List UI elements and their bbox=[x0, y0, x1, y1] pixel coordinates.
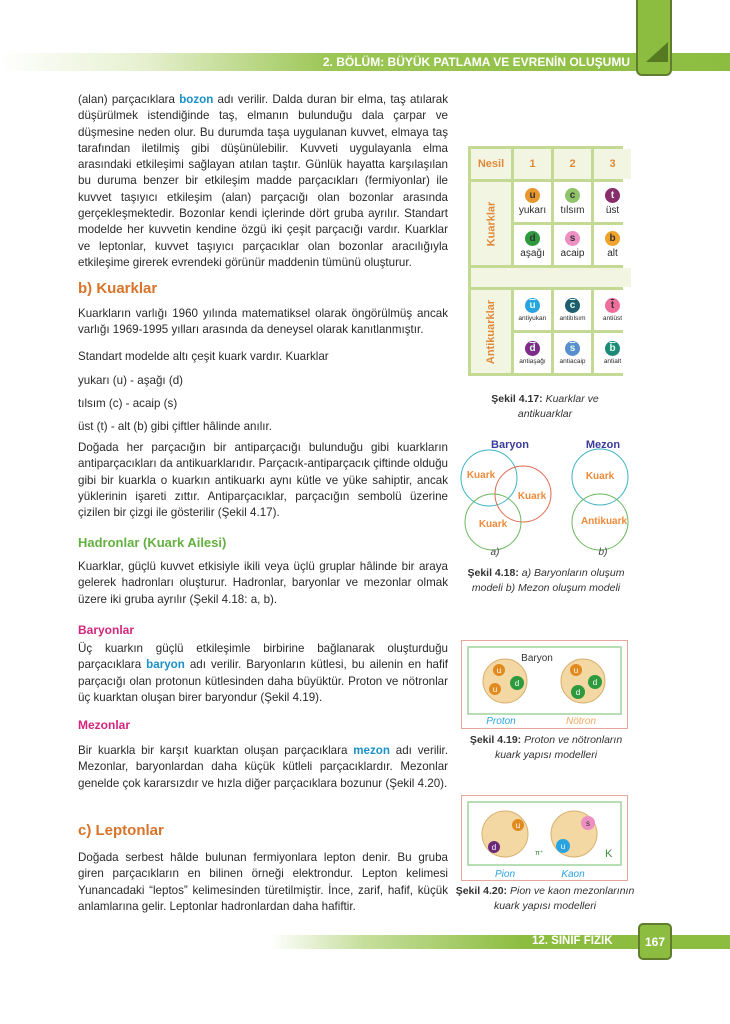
antiquark-name: antiyukarı bbox=[518, 315, 547, 322]
keyword-bozon: bozon bbox=[179, 93, 214, 106]
quark-cell bbox=[554, 182, 591, 222]
antiquark-cell bbox=[594, 290, 631, 330]
quark-cell bbox=[594, 225, 631, 265]
quark-cell bbox=[514, 225, 551, 265]
antiquark-name: antiaşağı bbox=[519, 358, 546, 365]
heading-leptonlar: c) Leptonlar bbox=[78, 822, 164, 839]
quark-d: d bbox=[592, 678, 598, 687]
quark-table bbox=[468, 146, 623, 376]
heading-mezonlar: Mezonlar bbox=[78, 718, 131, 732]
venn-diagrams bbox=[455, 430, 635, 560]
caption-number: Şekil 4.19: bbox=[469, 734, 522, 746]
paragraph-kuark-history: Kuarkların varlığı 1960 yılında matematiksel olarak öngörülmüş ancak varlığı 1969-1995 yılları arasında da deneysel olarak kanıtlanmıştır. bbox=[78, 307, 448, 337]
antiquark-s: s bbox=[586, 819, 590, 828]
caption-fig-4-18 bbox=[460, 566, 632, 596]
label-kuarklar bbox=[471, 182, 511, 265]
antiquark-cell bbox=[594, 333, 631, 373]
header-nesil: Nesil bbox=[471, 149, 511, 179]
header-gen-1: 1 bbox=[514, 149, 551, 179]
caption-text: Kuarklar ve antikuarklar bbox=[517, 393, 599, 420]
label-kuark: Kuark bbox=[517, 491, 547, 502]
label-kuark: Kuark bbox=[466, 470, 496, 481]
quark-u: u bbox=[492, 685, 498, 694]
quark-pair-2: tılsım (c) - acaip (s) bbox=[78, 397, 178, 410]
text: Bir kuarkla bir karşıt kuarktan oluşan parçacıklara bbox=[78, 744, 354, 757]
paragraph-antiquarks: Doğada her parçacığın bir antiparçacığı bulunduğu gibi kuarkların antiparçacıkları da antikuarklarıdır. Parçacık-antiparçacık çiftinde olduğu gibi bir kuarkla o kuarkın antikuarkı aynı kütle ve yüke sahiptir, ancak yüklerinin işareti zıttır. Antiparçacıklar, parçacığın sembolü üzerine çizilen bir çizgi ile gösterilir (Şekil 4.17). bbox=[78, 441, 448, 520]
pion-kaon-diagram bbox=[461, 795, 628, 881]
caption-number: Şekil 4.18: bbox=[467, 567, 519, 579]
quark-d: d bbox=[514, 679, 520, 688]
caption-fig-4-20 bbox=[455, 884, 635, 914]
page-number: 167 bbox=[638, 923, 672, 960]
antiquark-name: antiacaip bbox=[559, 358, 586, 365]
quark-name: tılsım bbox=[560, 205, 585, 216]
text: adı verilir. Mezonlar, baryonlardan daha küçük kütleli parçacıklardır. Mezonlar genelde çok kararsızdır ve hızla diğer parçacıklara bozunur (Şekil 4.20). bbox=[78, 744, 448, 790]
antiquark-d: d bbox=[491, 843, 497, 852]
chapter-title: 2. BÖLÜM: BÜYÜK PATLAMA VE EVRENİN OLUŞUMU bbox=[322, 55, 630, 69]
antiquark-symbol: $\overline{s}$ bbox=[565, 341, 580, 356]
quark-symbol: u bbox=[525, 188, 540, 203]
quark-name: aşağı bbox=[520, 248, 545, 259]
quark-d: d bbox=[575, 688, 581, 697]
label-antikuarklar bbox=[471, 290, 511, 373]
quark-name: yukarı bbox=[518, 205, 547, 216]
quark-u: u bbox=[560, 842, 566, 851]
label-kaon: Kaon bbox=[561, 869, 585, 880]
caption-text: Proton ve nötronların kuark yapısı modelleri bbox=[494, 734, 623, 761]
quark-u: u bbox=[573, 666, 579, 675]
quark-cell bbox=[554, 225, 591, 265]
quark-pair-1: yukarı (u) - aşağı (d) bbox=[78, 374, 184, 387]
paragraph-mezonlar bbox=[78, 743, 448, 792]
keyword-baryon: baryon bbox=[146, 658, 185, 672]
antiquark-cell bbox=[514, 290, 551, 330]
label-kuark: Kuark bbox=[478, 519, 508, 530]
paragraph-hadronlar: Kuarklar, güçlü kuvvet etkisiyle ikili veya üçlü gruplar hâlinde bir araya gelerek hadronları oluşturur. Hadronlar, baryonlar ve mezonlar olmak üzere iki gruba ayrılır (Şekil 4.18: a, b). bbox=[78, 560, 448, 606]
paragraph-leptonlar: Doğada serbest hâlde bulunan fermiyonlara lepton denir. Bu gruba giren parçacıkların en bilinen örneği elektrondur. Lepton kelimesi Yunancadaki “leptos” kelimesinden türetilmiştir. İnce, zarif, hafif, küçük anlamlarına gelir. Leptonlar hadronlardan daha hafiftir. bbox=[78, 851, 448, 913]
label-pi-plus: π⁺ bbox=[535, 850, 544, 857]
text: (alan) parçacıklara bbox=[78, 93, 180, 106]
caption-text: a) Baryonların oluşum modeli b) Mezon oluşum modeli bbox=[471, 567, 625, 594]
antiquark-symbol: $\overline{d}$ bbox=[525, 341, 540, 356]
label-a: a) bbox=[490, 547, 500, 558]
quark-cell bbox=[594, 182, 631, 222]
heading-baryonlar: Baryonlar bbox=[78, 623, 135, 637]
text: adı verilir. Dalda duran bir elma, taş atılarak düşürülmek istendiğinde taş, elmanın bulunduğu dala çarpar ve düşmesine neden olur. Bu durumda taşa uygulanan kuvvet, elmaya taş tarafından iletilmiş gibi düşünülebilir. Kuvveti uygulayanla elma arasındaki etkileşimi sağlayan atılan taştır. Günlük hayatta karşılaşılan bu duruma benzer bir etkileşim madde parçacıkları (fermiyonlar) ile kuvvet taşıyıcı etkileşim (alan) parçacığı olan bozonlar arasında gerçekleşmektedir. Bozonlar kendi içlerinde dört gruba ayrılır. Standart modelde her kuvvetin kendine özgü iki çeşit parçacığı vardır. Kuarklar ve leptonlar, kuvvet taşıyıcı parçacıklar olan bozonlar aracılığıyla etkileşime girerek evrendeki görünür maddenin tümünü oluşturur. bbox=[78, 93, 449, 269]
quark-symbol: t bbox=[605, 188, 620, 203]
label-b: b) bbox=[598, 547, 608, 558]
quark-symbol: c bbox=[565, 188, 580, 203]
quark-u: u bbox=[496, 666, 502, 675]
antiquark-cell bbox=[514, 333, 551, 373]
caption-text: Pion ve kaon mezonlarının kuark yapısı modelleri bbox=[493, 885, 635, 912]
antiquark-cell bbox=[554, 333, 591, 373]
label-kuark: Kuark bbox=[585, 471, 615, 482]
label-antikuark: Antikuark bbox=[580, 516, 628, 527]
spacer-row bbox=[471, 268, 631, 287]
label-notron: Nötron bbox=[565, 716, 597, 727]
caption-fig-4-17 bbox=[470, 392, 620, 422]
keyword-mezon: mezon bbox=[353, 744, 390, 757]
paragraph-bozon bbox=[78, 92, 448, 271]
label-mezon: Mezon bbox=[585, 439, 621, 451]
quark-pair-3: üst (t) - alt (b) gibi çiftler hâlinde anılır. bbox=[78, 420, 272, 433]
antiquark-name: antiüst bbox=[602, 315, 623, 322]
label-k: K bbox=[605, 848, 613, 860]
label-proton: Proton bbox=[486, 716, 516, 727]
heading-hadronlar: Hadronlar (Kuark Ailesi) bbox=[78, 535, 227, 550]
antiquark-cell bbox=[554, 290, 591, 330]
quark-name: acaip bbox=[560, 248, 585, 259]
paragraph-six-quarks: Standart modelde altı çeşit kuark vardır. Kuarklar bbox=[78, 350, 329, 363]
antiquark-symbol: $\overline{u}$ bbox=[525, 298, 540, 313]
proton-neutron-diagram bbox=[461, 640, 628, 729]
heading-kuarklar: b) Kuarklar bbox=[78, 280, 158, 297]
quark-symbol: d bbox=[525, 231, 540, 246]
text: Antikuarklar bbox=[485, 299, 498, 364]
antiquark-name: antialt bbox=[603, 358, 622, 365]
antiquark-symbol: $\overline{b}$ bbox=[605, 341, 620, 356]
quark-cell bbox=[514, 182, 551, 222]
quark-u: u bbox=[515, 821, 521, 830]
paragraph-baryonlar bbox=[78, 641, 448, 706]
quark-name: üst bbox=[605, 205, 620, 216]
header-gen-3: 3 bbox=[594, 149, 631, 179]
label-baryon: Baryon bbox=[491, 439, 529, 451]
caption-number: Şekil 4.17: bbox=[491, 393, 543, 405]
quark-name: alt bbox=[607, 248, 618, 259]
header-gen-2: 2 bbox=[554, 149, 591, 179]
book-title: 12. SINIF FİZİK bbox=[532, 935, 613, 947]
text: Üç kuarkın güçlü etkileşimle birbirine bağlanarak oluşturduğu parçacıklara bbox=[78, 642, 448, 672]
antiquark-symbol: $\overline{c}$ bbox=[565, 298, 580, 313]
antiquark-symbol: $\overline{t}$ bbox=[605, 298, 620, 313]
label-pion: Pion bbox=[494, 869, 516, 880]
text: adı verilir. Baryonların kütlesi, bu ailenin en hafif parçacığı olan protonun kütlesinden daha büyüktür. Proton ve nötronlar üç kuarktan oluşan birer baryondur (Şekil 4.19). bbox=[78, 658, 448, 704]
quark-symbol: b bbox=[605, 231, 620, 246]
antiquark-name: antitılsım bbox=[559, 315, 586, 322]
caption-number: Şekil 4.20: bbox=[455, 885, 508, 897]
quark-symbol: s bbox=[565, 231, 580, 246]
chapter-tab bbox=[636, 0, 672, 76]
text: Kuarklar bbox=[485, 201, 498, 246]
caption-fig-4-19 bbox=[460, 733, 632, 763]
label-baryon: Baryon bbox=[521, 653, 553, 664]
